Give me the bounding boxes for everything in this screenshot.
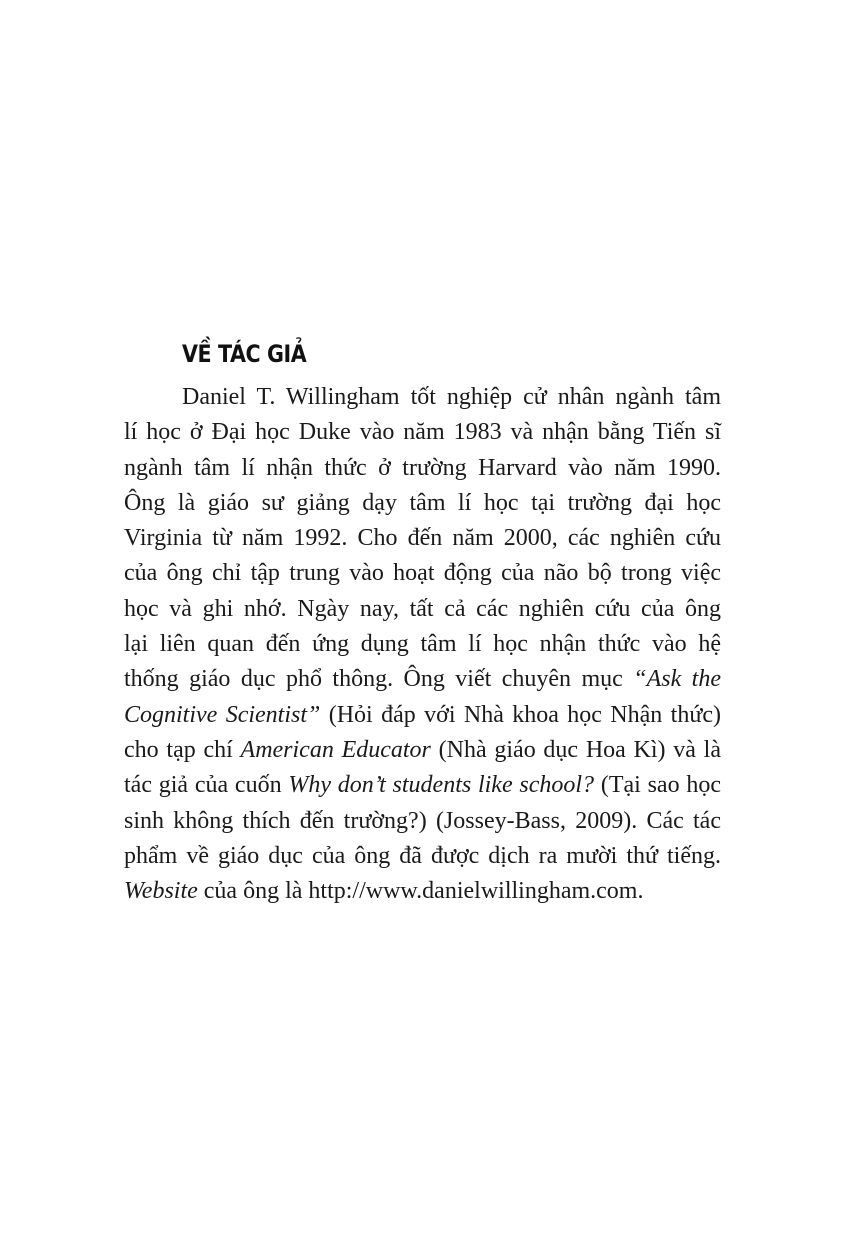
paragraph-line	[124, 839, 721, 874]
text-run: (Tại sao học	[594, 772, 721, 799]
paragraph-line	[124, 592, 721, 627]
text-run: lại liên quan đến ứng dụng tâm lí học nhận thức vào hệ	[124, 631, 721, 658]
text-run: của ông chỉ tập trung vào hoạt động của não bộ trong việc	[124, 560, 721, 587]
paragraph-line	[124, 733, 721, 768]
paragraph-line	[124, 380, 721, 415]
paragraph-line	[124, 627, 721, 662]
text-run: ngành tâm lí nhận thức ở trường Harvard vào năm 1990.	[124, 454, 721, 481]
paragraph-line	[124, 662, 721, 697]
italic-text: “Ask the	[633, 666, 721, 693]
text-run: thống giáo dục phổ thông. Ông viết chuyên mục	[124, 666, 634, 693]
text-run: sinh không thích đến trường?) (Jossey-Bass, 2009). Các tác	[124, 807, 721, 834]
author-bio-paragraph	[124, 380, 721, 909]
text-run: lí học ở Đại học Duke vào năm 1983 và nhận bằng Tiến sĩ	[124, 419, 721, 446]
text-run: Virginia từ năm 1992. Cho đến năm 2000, các nghiên cứu	[124, 525, 721, 552]
paragraph-line	[124, 486, 721, 521]
text-run: học và ghi nhớ. Ngày nay, tất cả các nghiên cứu của ông	[124, 595, 721, 622]
paragraph-line	[124, 451, 721, 486]
text-run: của ông là http://www.danielwillingham.com.	[197, 878, 644, 905]
text-run: (Nhà giáo dục Hoa Kì) và là	[430, 736, 722, 763]
section-heading: VỀ TÁC GIẢ	[182, 340, 307, 368]
paragraph-line	[124, 768, 721, 803]
paragraph-line	[124, 556, 721, 591]
text-run: (Hỏi đáp với Nhà khoa học Nhận thức)	[320, 701, 721, 728]
italic-text: Cognitive Scientist”	[124, 701, 321, 728]
text-run: tác giả của cuốn	[124, 772, 289, 799]
italic-text: Why don’t students like school?	[288, 772, 595, 799]
text-run: Daniel T. Willingham tốt nghiệp cử nhân ngành tâm	[182, 384, 721, 410]
text-run: cho tạp chí	[124, 736, 241, 763]
text-run: phẩm về giáo dục của ông đã được dịch ra mười thứ tiếng.	[124, 842, 721, 869]
paragraph-line	[124, 698, 721, 733]
italic-text: Website	[124, 878, 198, 905]
paragraph-line	[124, 874, 721, 909]
paragraph-line	[124, 804, 721, 839]
italic-text: American Educator	[240, 736, 431, 763]
text-run: Ông là giáo sư giảng dạy tâm lí học tại trường đại học	[124, 489, 721, 516]
paragraph-line	[124, 521, 721, 556]
paragraph-line	[124, 415, 721, 450]
